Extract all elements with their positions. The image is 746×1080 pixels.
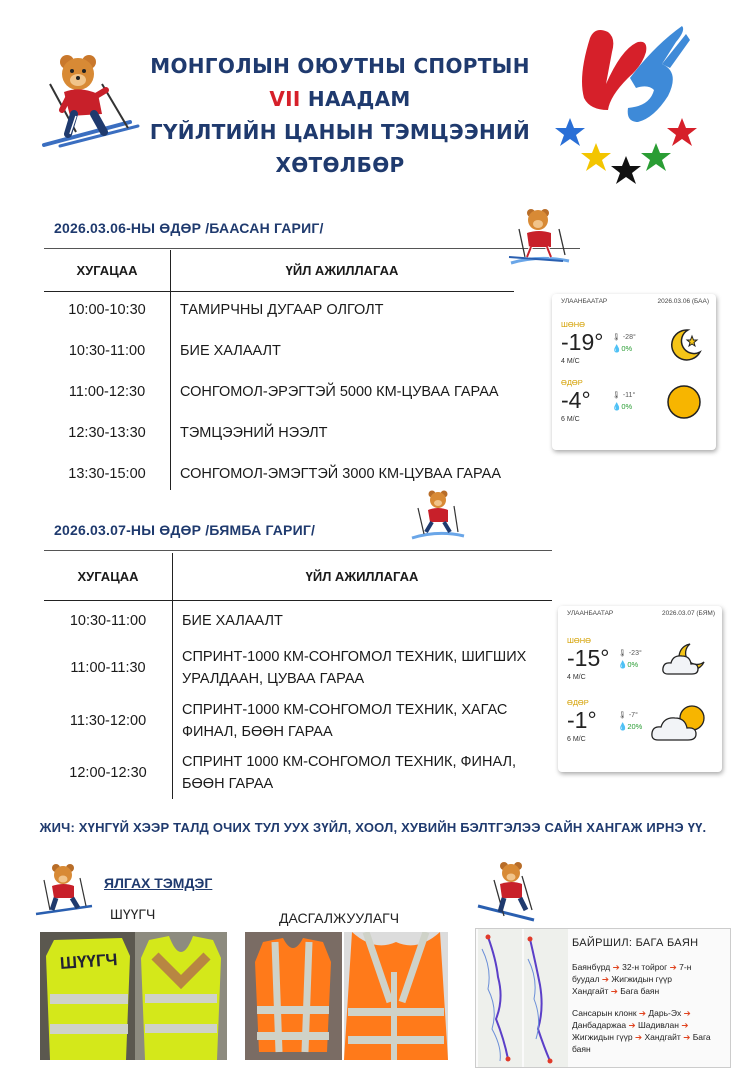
day2-col-time: ХУГАЦАА — [77, 569, 139, 584]
title-numeral: VII — [269, 87, 301, 111]
weather-night-row — [552, 318, 716, 370]
table-row — [44, 694, 552, 747]
route-map-icon — [478, 929, 568, 1067]
location-title: БАЙРШИЛ: БАГА БАЯН — [572, 937, 699, 949]
day1-heading: 2026.03.06-НЫ ӨДӨР /БААСАН ГАРИГ/ — [54, 220, 324, 236]
badges-title: ЯЛГАХ ТЭМДЭГ — [104, 875, 213, 891]
title-line-1: МОНГОЛЫН ОЮУТНЫ СПОРТЫН — [150, 54, 530, 78]
note-text: ЖИЧ: ХҮНГҮЙ ХЭЭР ТАЛД ОЧИХ ТУЛ УУХ ЗҮЙЛ, ХООЛ, ХУВИЙН БЭЛТГЭЛЭЭ САЙН ХАНГАЖ ИРНЭ ҮҮ. — [39, 820, 707, 835]
weather-day-wind: 6 М/С — [567, 736, 586, 743]
day2-heading: 2026.03.07-НЫ ӨДӨР /БЯМБА ГАРИГ/ — [54, 522, 316, 538]
day1-col-time: ХУГАЦАА — [76, 263, 138, 278]
row-time: 10:30-11:00 — [69, 613, 147, 629]
day1-table-header — [44, 250, 514, 292]
day1-schedule-table — [44, 250, 514, 494]
row-activity: БИЕ ХАЛААЛТ — [182, 613, 283, 629]
judge-vest-front-photo — [40, 932, 135, 1060]
weather-day-row — [552, 376, 716, 428]
table-row — [44, 290, 514, 330]
coach-vest-back-photo — [344, 932, 448, 1060]
weather-night-feels: 🌡 -28° — [612, 334, 636, 341]
weather-day-feels: 🌡 -7° — [618, 712, 638, 719]
row-time: 11:00-12:30 — [68, 383, 146, 400]
title-line-2 — [130, 83, 550, 116]
weather-city: УЛААНБААТАР — [561, 298, 608, 305]
sun-cloud-icon — [650, 702, 710, 744]
day2-table-header — [44, 553, 552, 601]
weather-city: УЛААНБААТАР — [567, 610, 614, 617]
row-activity: СПРИНТ-1000 КМ-СОНГОМОЛ ТЕХНИК, ШИГШИХ УРАЛДААН, ЦУВАА ГАРАА — [182, 648, 527, 687]
weather-day-feels: 🌡 -11° — [612, 392, 636, 399]
weather-night-feels: 🌡 -23° — [618, 650, 642, 657]
judge-caption: ШҮҮГЧ — [110, 906, 156, 922]
day2-skier-icon — [410, 488, 466, 542]
table-row — [44, 371, 514, 412]
vest-label-text: ШҮҮГЧ — [59, 950, 119, 973]
weather-night-label: ШӨНӨ — [561, 320, 585, 329]
day2-rule — [44, 550, 552, 551]
weather-day-row — [558, 696, 722, 748]
weather-night-precip: 💧0% — [618, 660, 639, 669]
judge-vest-back-photo — [135, 932, 227, 1060]
weather-night-wind: 4 М/С — [567, 674, 586, 681]
weather-night-label: ШӨНӨ — [567, 636, 591, 645]
title-line-3: ГҮЙЛТИЙН ЦАНЫН ТЭМЦЭЭНИЙ — [149, 120, 531, 144]
row-time: 10:00-10:30 — [68, 302, 146, 318]
weather-date: 2026.03.07 (БЯМ) — [662, 610, 715, 617]
day1-col-activity: ҮЙЛ АЖИЛЛАГАА — [285, 263, 399, 278]
coach-caption: ДАСГАЛЖУУЛАГЧ — [279, 910, 400, 926]
title-line-2-rest: НААДАМ — [300, 87, 411, 111]
row-time: 11:00-11:30 — [70, 659, 146, 676]
day1-weather-card — [552, 294, 716, 450]
row-time: 10:30-11:00 — [68, 342, 146, 359]
route1-text: Баянбүрд ➔ 32-н тойрог ➔ 7-н буудал ➔ Жигжидын гүүр Хандгайт ➔ Бага баян — [572, 962, 692, 996]
weather-day-label: ӨДӨР — [567, 698, 589, 707]
weather-night-precip: 💧0% — [612, 344, 633, 353]
page-title — [130, 50, 550, 182]
day1-rule — [44, 248, 580, 249]
location-skier-icon — [474, 860, 544, 924]
row-activity: СПРИНТ-1000 КМ-СОНГОМОЛ ТЕХНИК, ХАГАС ФИНАЛ, БӨӨН ГАРАА — [182, 701, 508, 740]
weather-date: 2026.03.06 (БАА) — [657, 298, 709, 305]
weather-night-wind: 4 М/С — [561, 358, 580, 365]
row-time: 13:30-15:00 — [68, 465, 146, 482]
row-activity: СОНГОМОЛ-ЭМЭГТЭЙ 3000 КМ-ЦУВАА ГАРАА — [180, 465, 501, 482]
table-row — [44, 330, 514, 371]
row-activity: БИЕ ХАЛААЛТ — [180, 342, 281, 359]
moon-cloud-icon — [660, 640, 710, 680]
table-row — [44, 747, 552, 799]
row-time: 12:00-12:30 — [69, 765, 147, 781]
row-activity: ТАМИРЧНЫ ДУГААР ОЛГОЛТ — [180, 302, 384, 318]
table-row — [44, 601, 552, 641]
route2-text: Сансарын клонк ➔ Дарь-Эх ➔ Данбадаржаа ➔ Шадивлан ➔ Жигжидын гүүр ➔ Хандгайт ➔ Бага баян — [572, 1008, 711, 1054]
table-row — [44, 641, 552, 694]
weather-day-precip: 💧0% — [612, 402, 633, 411]
moon-stars-icon — [664, 324, 704, 364]
weather-night-row — [558, 634, 722, 686]
row-activity: СПРИНТ 1000 КМ-СОНГОМОЛ ТЕХНИК, ФИНАЛ, БӨӨН ГАРАА — [182, 754, 516, 792]
weather-day-temp: -4° — [561, 387, 591, 413]
day1-skier-icon — [505, 205, 573, 267]
weather-day-temp: -1° — [567, 707, 597, 733]
orange-vest-front-icon — [245, 932, 342, 1060]
row-activity: ТЭМЦЭЭНИЙ НЭЭЛТ — [180, 424, 328, 441]
orange-vest-back-icon — [344, 932, 448, 1060]
weather-day-label: ӨДӨР — [561, 378, 583, 387]
table-row — [44, 412, 514, 453]
day2-weather-card — [558, 606, 722, 772]
badges-skier-icon — [34, 862, 96, 918]
yellow-vest-back-icon — [135, 932, 227, 1060]
day2-col-activity: ҮЙЛ АЖИЛЛАГАА — [305, 569, 419, 584]
row-activity: СОНГОМОЛ-ЭРЭГТЭЙ 5000 КМ-ЦУВАА ГАРАА — [180, 383, 499, 400]
row-time: 11:30-12:00 — [69, 712, 147, 729]
games-logo-icon — [550, 18, 700, 188]
weather-day-wind: 6 М/С — [561, 416, 580, 423]
weather-night-temp: -19° — [561, 329, 604, 355]
title-line-4: ХӨТӨЛБӨР — [275, 153, 405, 177]
coach-vest-front-photo — [245, 932, 342, 1060]
location-map-card — [475, 928, 731, 1068]
skier-mascot-icon — [40, 50, 140, 150]
day2-schedule-table — [44, 553, 552, 799]
weather-night-temp: -15° — [567, 645, 610, 671]
sun-icon — [664, 382, 704, 422]
row-time: 12:30-13:30 — [68, 424, 146, 441]
weather-day-precip: 💧20% — [618, 722, 643, 731]
